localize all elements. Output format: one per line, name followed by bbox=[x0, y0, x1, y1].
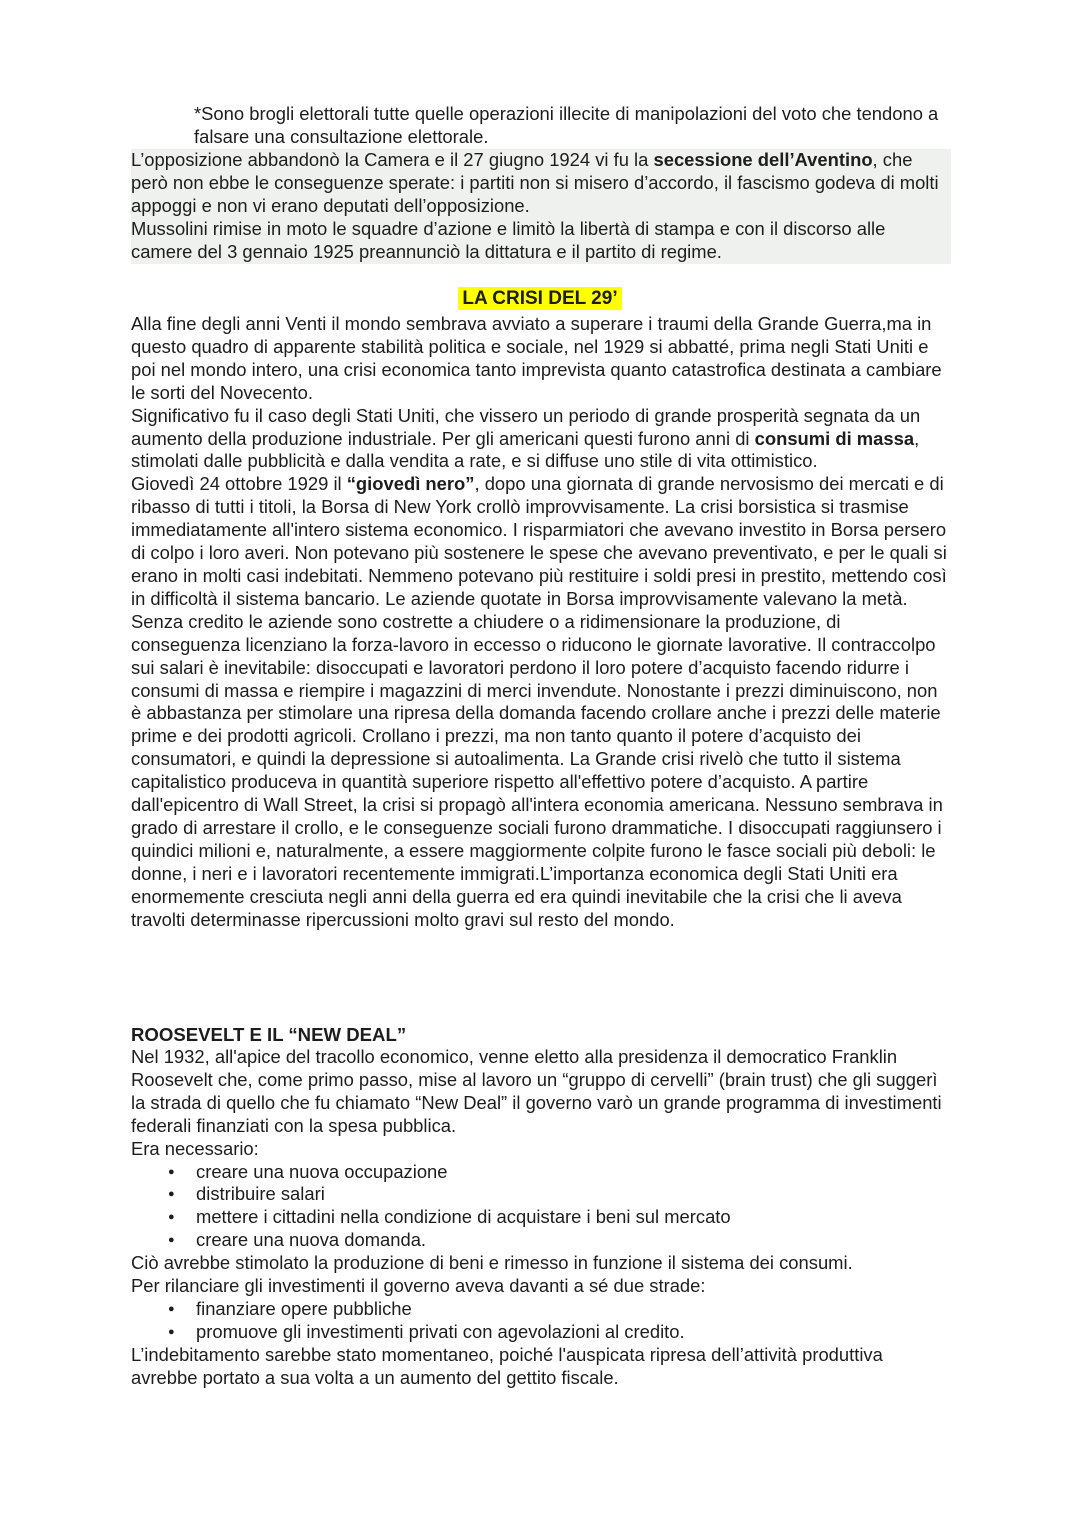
list-item: ● promuove gli investimenti privati con agevolazioni al credito. bbox=[131, 1321, 951, 1344]
section-aventino bbox=[131, 149, 951, 264]
paragraph-indebitamento: L’indebitamento sarebbe stato momentaneo, poiché l'auspicata ripresa dell’attività produttiva avrebbe portato a sua volta a un aumento del gettito fiscale. bbox=[131, 1343, 883, 1388]
paragraph-due-strade: Per rilanciare gli investimenti il governo aveva davanti a sé due strade: bbox=[131, 1275, 706, 1297]
footnote-text: *Sono brogli elettorali tutte quelle operazioni illecite di manipolazioni del voto che tendono a falsare una consultazione elettorale. bbox=[194, 103, 939, 147]
section-title-crisi: LA CRISI DEL 29’ bbox=[458, 287, 621, 310]
paragraph-mussolini: Mussolini rimise in moto le squadre d’azione e limitò la libertà di stampa e con il discorso alle camere del 3 gennaio 1925 preannunciò la dittatura e il partito di regime. bbox=[131, 217, 886, 262]
section-title-wrap bbox=[0, 287, 1080, 310]
term-consumi-di-massa: consumi di massa bbox=[754, 427, 915, 449]
list-item: ● finanziare opere pubbliche bbox=[131, 1298, 951, 1321]
term-giovedi-nero: “giovedì nero” bbox=[346, 473, 475, 495]
needed-label: Era necessario: bbox=[131, 1137, 259, 1159]
needed-list bbox=[131, 1161, 951, 1253]
paragraph-roosevelt: Nel 1932, all'apice del tracollo economico, venne eletto alla presidenza il democratico Franklin Roosevelt che, come primo passo, mise al lavoro un “gruppo di cervelli” (brain trust) che gli suggerì la strada di quello che fu chiamato “New Deal” il governo varò un grande programma di investimenti federali finanziati con la spesa pubblica. bbox=[131, 1046, 942, 1136]
section-crisi bbox=[131, 313, 951, 931]
section-title-roosevelt: ROOSEVELT E IL “NEW DEAL” bbox=[131, 1024, 407, 1045]
list-item: ● mettere i cittadini nella condizione di acquistare i beni sul mercato bbox=[131, 1206, 951, 1229]
paragraph-consumi: Ciò avrebbe stimolato la produzione di beni e rimesso in funzione il sistema dei consumi. bbox=[131, 1252, 853, 1274]
list-item: ● distribuire salari bbox=[131, 1183, 951, 1206]
paragraph-crisi-intro: Alla fine degli anni Venti il mondo sembrava avviato a superare i traumi della Grande Guerra,ma in questo quadro di apparente stabilità politica e sociale, nel 1929 si abbatté, prima negli Stati Uniti e poi nel mondo intero, una crisi economica tanto imprevista quanto catastrofica destinata a cambiare le sorti del Novecento. bbox=[131, 313, 942, 403]
paragraph-aventino: L’opposizione abbandonò la Camera e il 27 giugno 1924 vi fu la secessione dell’Aventino, che però non ebbe le conseguenze sperate: i partiti non si misero d’accordo, il fascismo godeva di molti appoggi e non vi erano deputati dell’opposizione. bbox=[131, 149, 939, 216]
footnote-brogli bbox=[194, 103, 954, 149]
paragraph-stati-uniti: Significativo fu il caso degli Stati Uniti, che vissero un periodo di grande prosperità segnata da un aumento della produzione industriale. Per gli americani questi furono anni di consumi di massa, stimolati dalle pubblicità e dalla vendita a rate, e si diffuse uno stile di vita ottimistico. bbox=[131, 404, 921, 472]
list-item: ● creare una nuova occupazione bbox=[131, 1161, 951, 1184]
ways-list bbox=[131, 1298, 951, 1344]
paragraph-giovedi-nero: Giovedì 24 ottobre 1929 il “giovedì nero”, dopo una giornata di grande nervosismo dei mercati e di ribasso di tutti i titoli, la Borsa di New York crollò improvvisamente. La crisi borsistica si trasmise immediatamente all'intero sistema economico. I risparmiatori che avevano investito in Borsa persero di colpo i loro averi. Non potevano più sostenere le spese che avevano preventivato, e per le quali si erano in molti casi indebitati. Nemmeno potevano più restituire i soldi presi in prestito, mettendo così in difficoltà il sistema bancario. Le aziende quotate in Borsa improvvisamente valevano la metà. Senza credito le aziende sono costrette a chiudere o a ridimensionare la produzione, di conseguenza licenziano la forza-lavoro in eccesso o riducono le giornate lavorative. Il contraccolpo sui salari è inevitabile: disoccupati e lavoratori perdono il loro potere d’acquisto facendo ridurre i consumi di massa e riempire i magazzini di merci invendute. Nonostante i prezzi diminuiscono, non è abbastanza per stimolare una ripresa della domanda facendo crollare anche i prezzi delle materie prime e dei prodotti agricoli. Crollano i prezzi, ma non tanto quanto il potere d’acquisto dei consumatori, e quindi la depressione si autoalimenta. La Grande crisi rivelò che tutto il sistema capitalistico produceva in quantità superiore rispetto all'effettivo potere d’acquisto. A partire dall'epicentro di Wall Street, la crisi si propagò all'intera economia americana. Nessuno sembrava in grado di arrestare il crollo, e le conseguenze sociali furono drammatiche. I disoccupati raggiunsero i quindici milioni e, naturalmente, a essere maggiormente colpite furono le fasce sociali più deboli: le donne, i neri e i lavoratori recentemente immigrati.L’importanza economica degli Stati Uniti era enormemente cresciuta negli anni della guerra ed era quindi inevitabile che la crisi che li aveva travolti determinasse ripercussioni molto gravi sul resto del mondo. bbox=[131, 473, 947, 930]
term-secessione: secessione dell’Aventino bbox=[653, 149, 873, 170]
section-new-deal bbox=[131, 1046, 951, 1390]
list-item: ● creare una nuova domanda. bbox=[131, 1229, 951, 1252]
